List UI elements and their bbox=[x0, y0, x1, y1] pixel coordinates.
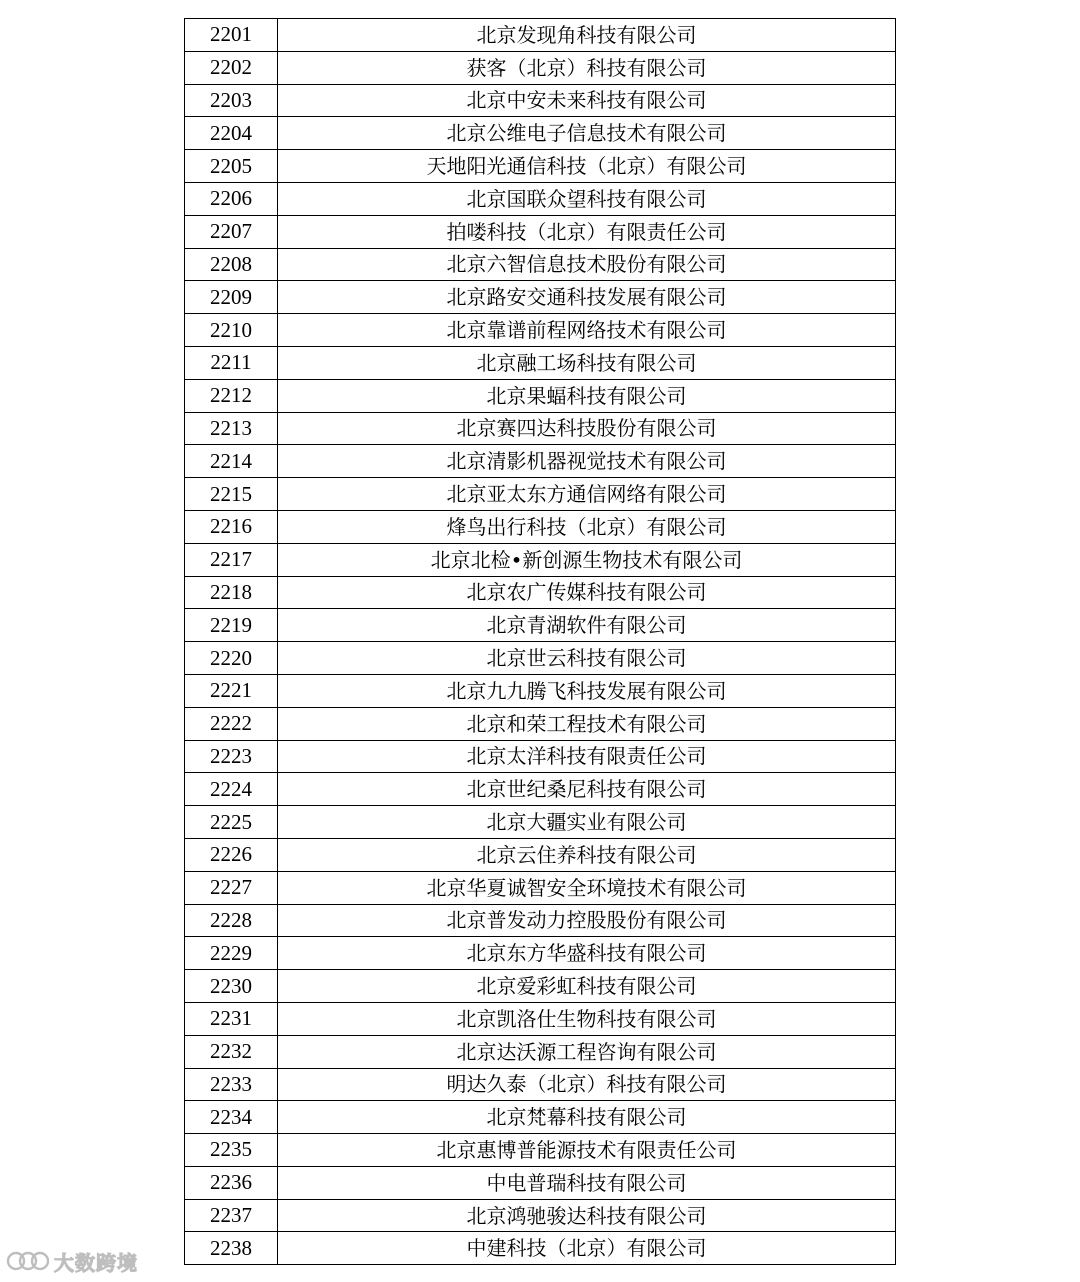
row-number-cell: 2212 bbox=[185, 379, 278, 412]
watermark bbox=[6, 1244, 138, 1278]
row-number-cell: 2219 bbox=[185, 609, 278, 642]
row-number-cell: 2235 bbox=[185, 1134, 278, 1167]
row-number-cell: 2208 bbox=[185, 248, 278, 281]
table-row bbox=[185, 674, 896, 707]
company-name-cell: 天地阳光通信科技（北京）有限公司 bbox=[278, 150, 896, 183]
row-number-cell: 2231 bbox=[185, 1002, 278, 1035]
company-name-cell: 北京发现角科技有限公司 bbox=[278, 19, 896, 52]
company-name-cell: 北京六智信息技术股份有限公司 bbox=[278, 248, 896, 281]
table-row bbox=[185, 379, 896, 412]
company-name-cell: 北京靠谱前程网络技术有限公司 bbox=[278, 314, 896, 347]
row-number-cell: 2225 bbox=[185, 806, 278, 839]
table-row bbox=[185, 1101, 896, 1134]
company-name-cell: 北京青湖软件有限公司 bbox=[278, 609, 896, 642]
company-name-cell: 北京惠博普能源技术有限责任公司 bbox=[278, 1134, 896, 1167]
table-row bbox=[185, 838, 896, 871]
company-name-cell: 北京北检•新创源生物技术有限公司 bbox=[278, 543, 896, 576]
company-name-cell: 北京果蝠科技有限公司 bbox=[278, 379, 896, 412]
row-number-cell: 2224 bbox=[185, 773, 278, 806]
row-number-cell: 2201 bbox=[185, 19, 278, 52]
row-number-cell: 2215 bbox=[185, 478, 278, 511]
table-row bbox=[185, 51, 896, 84]
table-row bbox=[185, 281, 896, 314]
company-name-cell: 北京中安未来科技有限公司 bbox=[278, 84, 896, 117]
company-name-cell: 北京东方华盛科技有限公司 bbox=[278, 937, 896, 970]
table-row bbox=[185, 248, 896, 281]
table-row bbox=[185, 543, 896, 576]
table-row bbox=[185, 117, 896, 150]
table-row bbox=[185, 19, 896, 52]
row-number-cell: 2207 bbox=[185, 215, 278, 248]
company-name-cell: 中建科技（北京）有限公司 bbox=[278, 1232, 896, 1265]
company-name-cell: 北京公维电子信息技术有限公司 bbox=[278, 117, 896, 150]
row-number-cell: 2214 bbox=[185, 445, 278, 478]
row-number-cell: 2216 bbox=[185, 510, 278, 543]
table-row bbox=[185, 1002, 896, 1035]
company-name-cell: 北京和荣工程技术有限公司 bbox=[278, 707, 896, 740]
table-row bbox=[185, 904, 896, 937]
company-name-cell: 北京华夏诚智安全环境技术有限公司 bbox=[278, 871, 896, 904]
company-name-cell: 中电普瑞科技有限公司 bbox=[278, 1166, 896, 1199]
table-row bbox=[185, 609, 896, 642]
row-number-cell: 2238 bbox=[185, 1232, 278, 1265]
table-row bbox=[185, 642, 896, 675]
table-row bbox=[185, 215, 896, 248]
company-name-cell: 北京九九腾飞科技发展有限公司 bbox=[278, 674, 896, 707]
row-number-cell: 2204 bbox=[185, 117, 278, 150]
table-row bbox=[185, 740, 896, 773]
table-row bbox=[185, 806, 896, 839]
row-number-cell: 2220 bbox=[185, 642, 278, 675]
table-row bbox=[185, 937, 896, 970]
table-row bbox=[185, 871, 896, 904]
table-row bbox=[185, 1134, 896, 1167]
row-number-cell: 2236 bbox=[185, 1166, 278, 1199]
company-name-cell: 北京路安交通科技发展有限公司 bbox=[278, 281, 896, 314]
row-number-cell: 2205 bbox=[185, 150, 278, 183]
table-row bbox=[185, 182, 896, 215]
table-row bbox=[185, 150, 896, 183]
table-row bbox=[185, 1035, 896, 1068]
company-name-cell: 北京凯洛仕生物科技有限公司 bbox=[278, 1002, 896, 1035]
row-number-cell: 2221 bbox=[185, 674, 278, 707]
row-number-cell: 2233 bbox=[185, 1068, 278, 1101]
row-number-cell: 2213 bbox=[185, 412, 278, 445]
table-row bbox=[185, 314, 896, 347]
row-number-cell: 2232 bbox=[185, 1035, 278, 1068]
table-body bbox=[185, 19, 896, 1265]
company-name-cell: 北京鸿驰骏达科技有限公司 bbox=[278, 1199, 896, 1232]
table-row bbox=[185, 707, 896, 740]
company-name-cell: 北京太洋科技有限责任公司 bbox=[278, 740, 896, 773]
row-number-cell: 2237 bbox=[185, 1199, 278, 1232]
company-name-cell: 北京融工场科技有限公司 bbox=[278, 346, 896, 379]
table-row bbox=[185, 1166, 896, 1199]
row-number-cell: 2203 bbox=[185, 84, 278, 117]
table-row bbox=[185, 478, 896, 511]
company-name-cell: 北京清影机器视觉技术有限公司 bbox=[278, 445, 896, 478]
table-row bbox=[185, 1232, 896, 1265]
row-number-cell: 2211 bbox=[185, 346, 278, 379]
table-row bbox=[185, 510, 896, 543]
brand-logo-icon bbox=[6, 1248, 50, 1274]
company-name-cell: 北京爱彩虹科技有限公司 bbox=[278, 970, 896, 1003]
table-row bbox=[185, 84, 896, 117]
company-name-cell: 烽鸟出行科技（北京）有限公司 bbox=[278, 510, 896, 543]
row-number-cell: 2209 bbox=[185, 281, 278, 314]
table-row bbox=[185, 445, 896, 478]
company-name-cell: 获客（北京）科技有限公司 bbox=[278, 51, 896, 84]
table-row bbox=[185, 1068, 896, 1101]
watermark-text: 大数跨境 bbox=[54, 1250, 138, 1275]
row-number-cell: 2202 bbox=[185, 51, 278, 84]
row-number-cell: 2218 bbox=[185, 576, 278, 609]
company-name-cell: 北京普发动力控股股份有限公司 bbox=[278, 904, 896, 937]
table-row bbox=[185, 773, 896, 806]
company-name-cell: 北京农广传媒科技有限公司 bbox=[278, 576, 896, 609]
row-number-cell: 2223 bbox=[185, 740, 278, 773]
table-row bbox=[185, 412, 896, 445]
row-number-cell: 2217 bbox=[185, 543, 278, 576]
company-name-cell: 北京亚太东方通信网络有限公司 bbox=[278, 478, 896, 511]
row-number-cell: 2227 bbox=[185, 871, 278, 904]
company-name-cell: 北京国联众望科技有限公司 bbox=[278, 182, 896, 215]
row-number-cell: 2229 bbox=[185, 937, 278, 970]
row-number-cell: 2206 bbox=[185, 182, 278, 215]
row-number-cell: 2222 bbox=[185, 707, 278, 740]
company-name-cell: 北京大疆实业有限公司 bbox=[278, 806, 896, 839]
company-name-cell: 北京赛四达科技股份有限公司 bbox=[278, 412, 896, 445]
company-name-cell: 明达久泰（北京）科技有限公司 bbox=[278, 1068, 896, 1101]
row-number-cell: 2234 bbox=[185, 1101, 278, 1134]
company-name-cell: 北京梵幕科技有限公司 bbox=[278, 1101, 896, 1134]
table-row bbox=[185, 970, 896, 1003]
company-name-cell: 北京世云科技有限公司 bbox=[278, 642, 896, 675]
row-number-cell: 2230 bbox=[185, 970, 278, 1003]
table-row bbox=[185, 576, 896, 609]
company-name-cell: 北京云住养科技有限公司 bbox=[278, 838, 896, 871]
row-number-cell: 2226 bbox=[185, 838, 278, 871]
company-name-cell: 北京达沃源工程咨询有限公司 bbox=[278, 1035, 896, 1068]
table-row bbox=[185, 1199, 896, 1232]
company-name-cell: 北京世纪桑尼科技有限公司 bbox=[278, 773, 896, 806]
company-name-cell: 拍喽科技（北京）有限责任公司 bbox=[278, 215, 896, 248]
table-row bbox=[185, 346, 896, 379]
company-list-table bbox=[184, 18, 896, 1265]
row-number-cell: 2228 bbox=[185, 904, 278, 937]
row-number-cell: 2210 bbox=[185, 314, 278, 347]
